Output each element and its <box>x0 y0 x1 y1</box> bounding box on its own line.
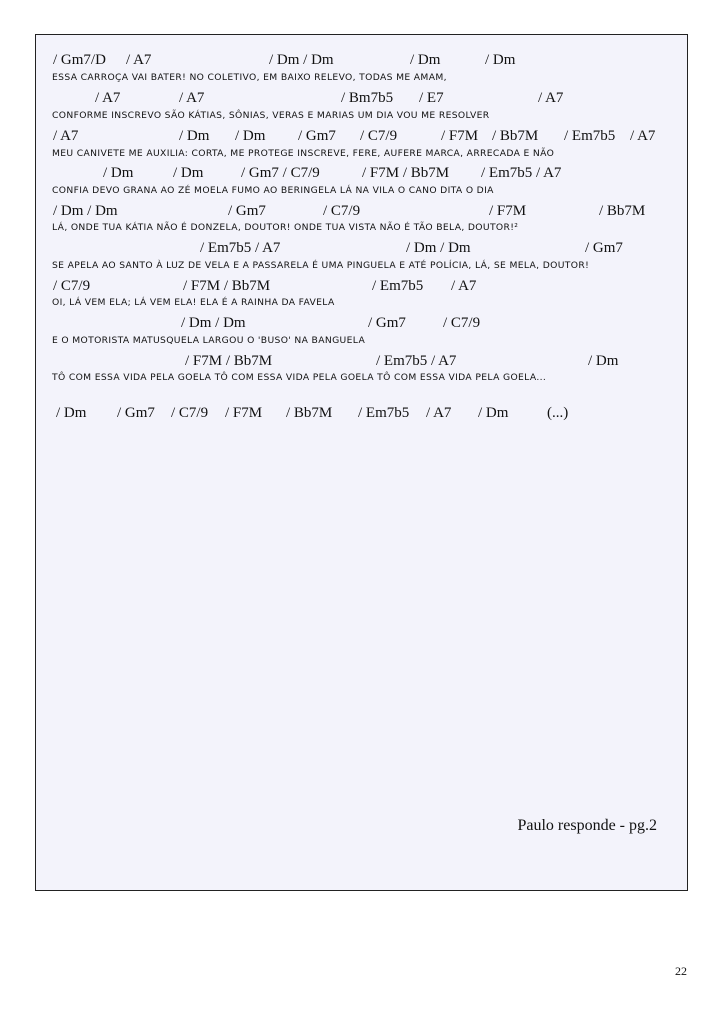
chord: / Gm7 <box>228 203 266 219</box>
chord: / Em7b5 / A7 <box>376 353 457 369</box>
lyric-line: ESSA CARROÇA VAI BATER! NO COLETIVO, EM BAIXO RELEVO, TODAS ME AMAM, <box>52 72 447 83</box>
chord: / Dm <box>235 128 266 144</box>
lyric-line: TÔ COM ESSA VIDA PELA GOELA TÔ COM ESSA VIDA PELA GOELA TÔ COM ESSA VIDA PELA GOELA... <box>52 372 547 383</box>
chord: / Dm <box>588 353 619 369</box>
chord: / Bb7M <box>492 128 539 144</box>
chord: / Gm7 <box>585 240 623 256</box>
chord: / Gm7 / C7/9 <box>241 165 320 181</box>
chord: / F7M / Bb7M <box>362 165 450 181</box>
chord: / Gm7 <box>368 315 406 331</box>
chord: / C7/9 <box>171 405 209 421</box>
chord: / F7M / Bb7M <box>185 353 273 369</box>
chord: / C7/9 <box>53 278 91 294</box>
chord: / Em7b5 <box>564 128 616 144</box>
chord: / Gm7 <box>117 405 155 421</box>
chord: / A7 <box>538 90 564 106</box>
chord: / Bm7b5 <box>341 90 394 106</box>
chord: / Dm <box>56 405 87 421</box>
footer-page-reference: Paulo responde - pg.2 <box>517 817 657 834</box>
lyric-line: CONFIA DEVO GRANA AO ZÉ MOELA FUMO AO BERINGELA LÁ NA VILA O CANO DITA O DIA <box>52 185 494 196</box>
chord: / A7 <box>179 90 205 106</box>
chord: / Dm <box>485 52 516 68</box>
chord: / C7/9 <box>323 203 361 219</box>
chord: / Gm7 <box>298 128 336 144</box>
chord: / Dm / Dm <box>181 315 246 331</box>
chord: / A7 <box>426 405 452 421</box>
chord: / A7 <box>126 52 152 68</box>
chord: / Bb7M <box>286 405 333 421</box>
chord: / Em7b5 <box>372 278 424 294</box>
chord: / F7M <box>441 128 479 144</box>
chord: / Dm <box>103 165 134 181</box>
chord: / Em7b5 <box>358 405 410 421</box>
chord: / Em7b5 / A7 <box>481 165 562 181</box>
lyric-line: LÁ, ONDE TUA KÁTIA NÃO É DONZELA, DOUTOR! ONDE TUA VISTA NÃO É TÃO BELA, DOUTOR!² <box>52 222 519 233</box>
chord: / A7 <box>451 278 477 294</box>
lyric-line: SE APELA AO SANTO À LUZ DE VELA E A PASSARELA É UMA PINGUELA E ATÉ POLÍCIA, LÁ, SE MELA, DOUTOR! <box>52 260 590 271</box>
chord: / Gm7/D <box>53 52 106 68</box>
chord: / Dm <box>410 52 441 68</box>
lyric-line: E O MOTORISTA MATUSQUELA LARGOU O 'BUSO' NA BANGUELA <box>52 335 366 346</box>
page-number: 22 <box>675 964 687 978</box>
song-sheet <box>35 34 688 891</box>
chord: / Dm / Dm <box>53 203 118 219</box>
chord: / A7 <box>630 128 656 144</box>
chord: / Dm / Dm <box>406 240 471 256</box>
lyric-line: MEU CANIVETE ME AUXILIA: CORTA, ME PROTEGE INSCREVE, FERE, AUFERE MARCA, ARRECADA E NÃO <box>52 148 555 159</box>
chord: / Bb7M <box>599 203 646 219</box>
chord: / C7/9 <box>443 315 481 331</box>
chord: / F7M <box>489 203 527 219</box>
lyric-line: OI, LÁ VEM ELA; LÁ VEM ELA! ELA É A RAINHA DA FAVELA <box>52 297 335 308</box>
chord: / Dm <box>173 165 204 181</box>
chord: / A7 <box>53 128 79 144</box>
chord: / Em7b5 / A7 <box>200 240 281 256</box>
chord: / Dm <box>478 405 509 421</box>
chord: / E7 <box>419 90 444 106</box>
chord: / F7M <box>225 405 263 421</box>
chord: / Dm / Dm <box>269 52 334 68</box>
chord: / F7M / Bb7M <box>183 278 271 294</box>
chord: / C7/9 <box>360 128 398 144</box>
chord: / Dm <box>179 128 210 144</box>
chord: / A7 <box>95 90 121 106</box>
lyric-line: CONFORME INSCREVO SÃO KÁTIAS, SÔNIAS, VERAS E MARIAS UM DIA VOU ME RESOLVER <box>52 110 490 121</box>
chord: (...) <box>547 405 569 421</box>
